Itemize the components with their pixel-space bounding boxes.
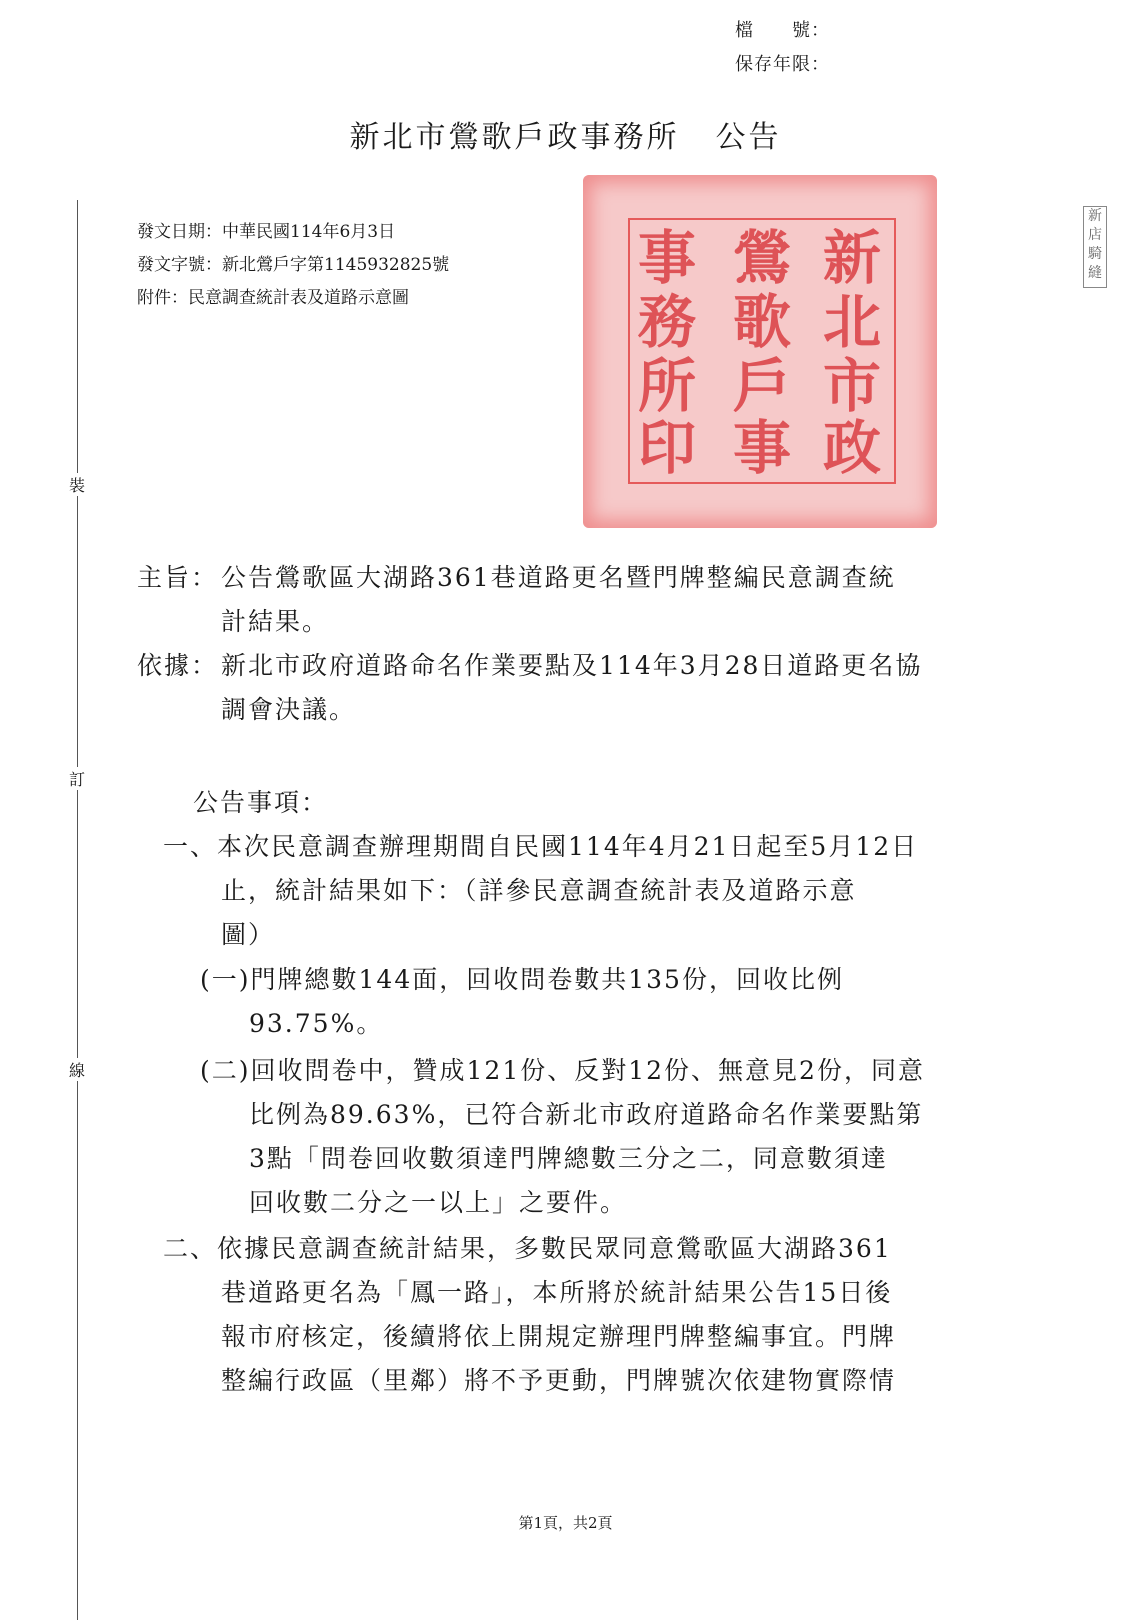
document-number: 發文字號：新北鶯戶字第1145932825號 [137, 255, 450, 275]
basis-label: 依據： [137, 651, 219, 680]
basis-line: 調會決議。 [221, 695, 357, 724]
sub-item-2-line: 回收數二分之一以上」之要件。 [249, 1188, 628, 1217]
binding-mark-zhuang: 裝 [68, 473, 86, 496]
official-seal-glyphs: 新 北 市 政 鶯 歌 戶 事 事 務 所 印 [637, 224, 881, 482]
retention-period-label: 保存年限： [735, 54, 830, 75]
item-1-line: 止，統計結果如下：（詳參民意調查統計表及道路示意 [221, 876, 857, 905]
binding-mark-xian: 線 [68, 1058, 86, 1081]
basis-line: 新北市政府道路命名作業要點及114年3月28日道路更名協 [221, 651, 923, 680]
attachment-line: 附件：民意調查統計表及道路示意圖 [137, 288, 409, 308]
sub-item-1-line: 93.75%。 [249, 1009, 384, 1038]
item-1-line: 圖） [221, 920, 276, 949]
file-number-label: 檔 號： [735, 20, 830, 41]
page-number: 第1頁，共2頁 [518, 1514, 613, 1532]
office-name: 新北市鶯歌戶政事務所 [349, 120, 680, 155]
subject-line: 計結果。 [221, 607, 330, 636]
subject-line: 公告鶯歌區大湖路361巷道路更名暨門牌整編民意調查統 [221, 563, 896, 592]
binding-mark-ding: 訂 [68, 767, 86, 790]
issue-date: 發文日期：中華民國114年6月3日 [137, 222, 396, 242]
item-2-line: 報市府核定，後續將依上開規定辦理門牌整編事宜。門牌 [221, 1322, 897, 1351]
item-2-line: 整編行政區（里鄰）將不予更動，門牌號次依建物實際情 [221, 1366, 897, 1395]
item-1-line: 一、本次民意調查辦理期間自民國114年4月21日起至5月12日 [163, 832, 919, 861]
subject-label: 主旨： [137, 563, 219, 592]
sub-item-2-line: 比例為89.63%，已符合新北市政府道路命名作業要點第 [249, 1100, 924, 1129]
sub-item-2-line: (二)回收問卷中，贊成121份、反對12份、無意見2份，同意 [200, 1056, 925, 1085]
side-stamp: 新 店 騎 縫 [1083, 206, 1107, 288]
notice-heading: 公告事項： [193, 788, 329, 817]
announcement-type: 公告 [715, 120, 782, 155]
item-2-line: 二、依據民意調查統計結果，多數民眾同意鶯歌區大湖路361 [163, 1234, 892, 1263]
binding-line [77, 200, 78, 1620]
sub-item-2-line: 3點「問卷回收數須達門牌總數三分之二，同意數須達 [249, 1144, 888, 1173]
sub-item-1-line: (一)門牌總數144面，回收問卷數共135份，回收比例 [200, 965, 844, 994]
page-title [0, 112, 1131, 156]
item-2-line: 巷道路更名為「鳳一路」，本所將於統計結果公告15日後 [221, 1278, 893, 1307]
